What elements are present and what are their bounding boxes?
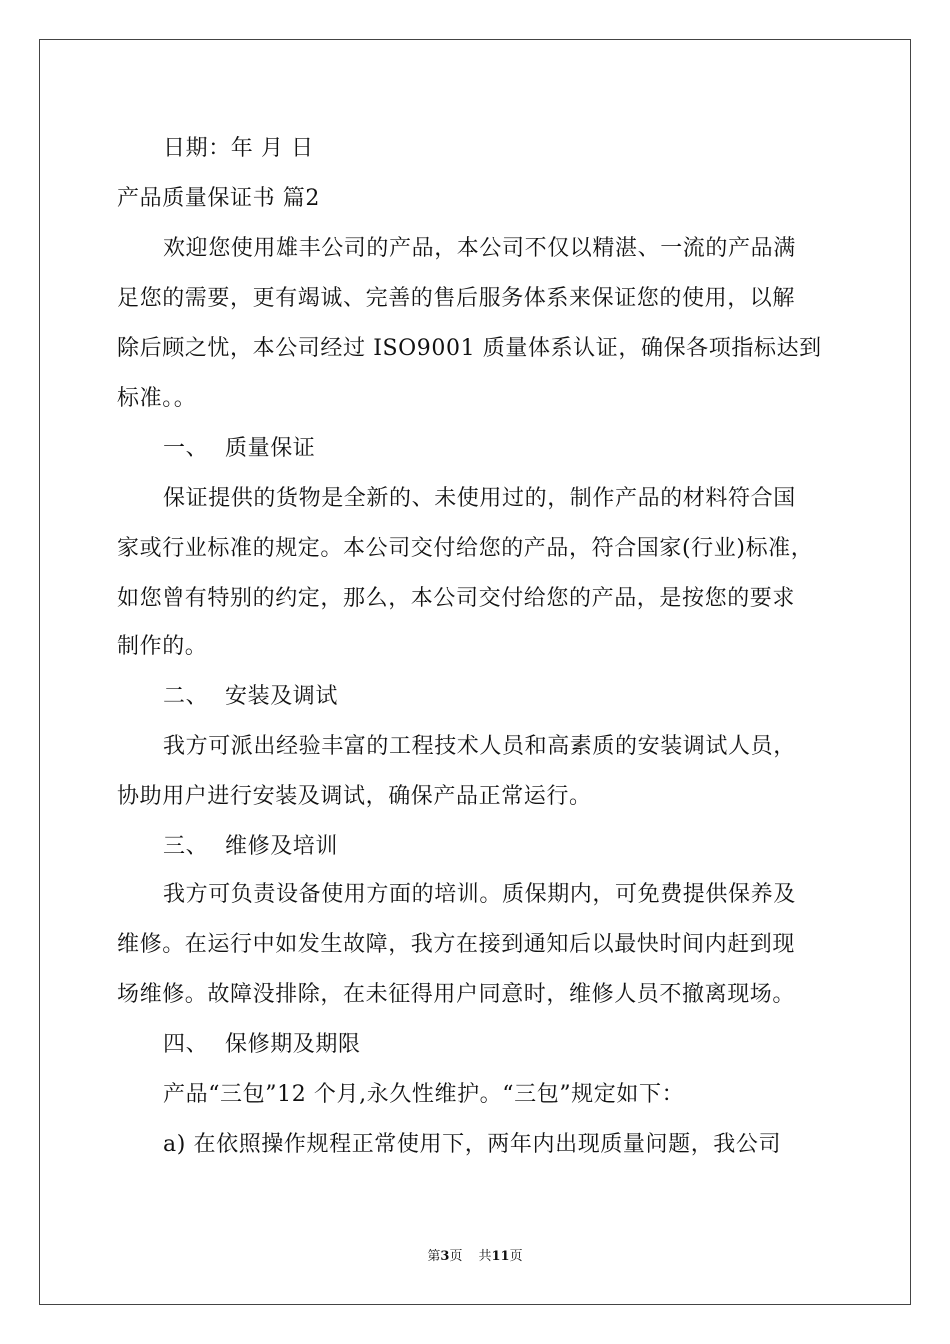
page-border — [39, 39, 911, 1305]
section-heading-title: 维修及培训 — [225, 834, 339, 859]
paragraph-line: 协助用户进行安装及调试，确保产品正常运行。 — [117, 784, 592, 809]
section-number: 三、 — [163, 834, 209, 859]
intro-line: 除后顾之忧，本公司经过 ISO9001 质量体系认证，确保各项指标达到 — [117, 336, 822, 361]
paragraph-line: 维修。在运行中如发生故障，我方在接到通知后以最快时间内赶到现 — [117, 932, 796, 957]
paragraph-line: 制作的。 — [117, 634, 208, 659]
total-prefix: 共 — [478, 1249, 492, 1264]
section-heading-title: 质量保证 — [225, 436, 316, 461]
paragraph-line: a) 在依照操作规程正常使用下，两年内出现质量问题，我公司 — [163, 1132, 782, 1157]
paragraph-line: 产品“三包”12 个月,永久性维护。“三包”规定如下： — [163, 1082, 685, 1107]
paragraph-line: 我方可负责设备使用方面的培训。质保期内，可免费提供保养及 — [163, 882, 796, 907]
date-line: 日期：年 月 日 — [163, 136, 314, 161]
section-number: 四、 — [163, 1032, 209, 1057]
page-suffix: 页 — [449, 1249, 463, 1264]
section-heading-2 — [163, 683, 338, 711]
total-pages: 11 — [491, 1249, 510, 1264]
paragraph-line: 我方可派出经验丰富的工程技术人员和高素质的安装调试人员， — [163, 734, 796, 759]
intro-line: 足您的需要，更有竭诚、完善的售后服务体系来保证您的使用，以解 — [117, 286, 796, 311]
paragraph-line: 保证提供的货物是全新的、未使用过的，制作产品的材料符合国 — [163, 486, 796, 511]
intro-line: 欢迎您使用雄丰公司的产品，本公司不仅以精湛、一流的产品满 — [163, 236, 796, 261]
page-prefix: 第 — [427, 1249, 441, 1264]
paragraph-line: 场维修。故障没排除，在未征得用户同意时，维修人员不撤离现场。 — [117, 982, 796, 1007]
section-title: 产品质量保证书 篇2 — [117, 186, 320, 211]
intro-line: 标准。。 — [117, 386, 197, 411]
page-footer — [0, 1248, 950, 1266]
section-heading-4 — [163, 1031, 361, 1059]
section-number: 一、 — [163, 436, 209, 461]
paragraph-line: 家或行业标准的规定。本公司交付给您的产品，符合国家(行业)标准， — [117, 536, 814, 561]
total-suffix: 页 — [509, 1249, 523, 1264]
paragraph-line: 如您曾有特别的约定，那么，本公司交付给您的产品，是按您的要求 — [117, 586, 796, 611]
section-number: 二、 — [163, 684, 209, 709]
section-heading-title: 安装及调试 — [225, 684, 339, 709]
section-heading-3 — [163, 833, 338, 861]
page-number: 3 — [440, 1249, 450, 1264]
section-heading-1 — [163, 435, 315, 463]
section-heading-title: 保修期及期限 — [225, 1032, 361, 1057]
